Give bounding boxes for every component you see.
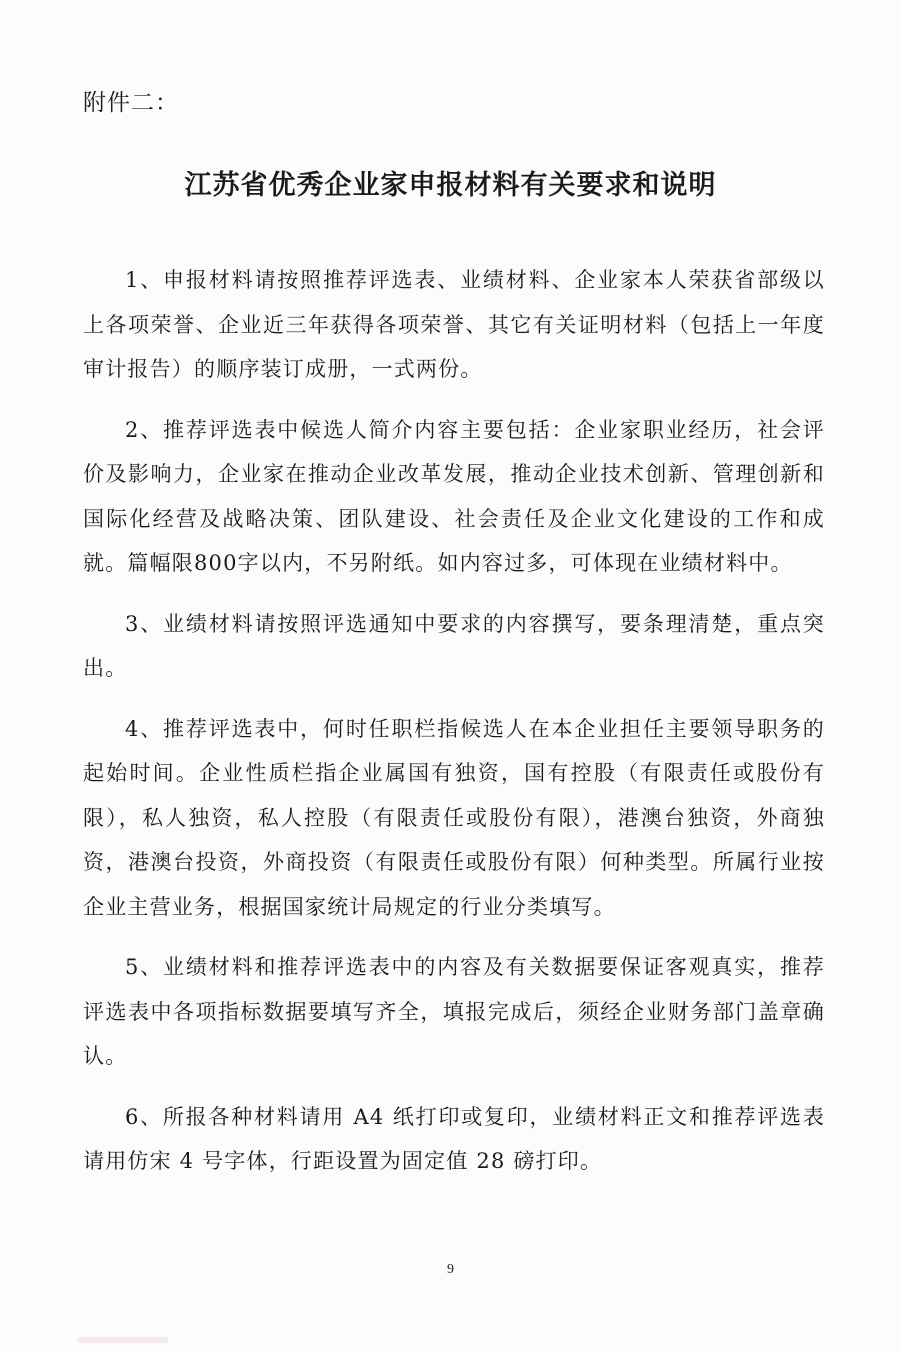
paragraph-5: 5、业绩材料和推荐评选表中的内容及有关数据要保证客观真实，推荐评选表中各项指标数据要填写齐全，填报完成后，须经企业财务部门盖章确认。 [83,955,825,1068]
document-title: 江苏省优秀企业家申报材料有关要求和说明 [184,170,717,201]
paragraph-1: 1、申报材料请按照推荐评选表、业绩材料、企业家本人荣获省部级以上各项荣誉、企业近三年获得各项荣誉、其它有关证明材料（包括上一年度审计报告）的顺序装订成册，一式两份。 [83,268,825,381]
paragraph-4: 4、推荐评选表中，何时任职栏指候选人在本企业担任主要领导职务的起始时间。企业性质栏指企业属国有独资，国有控股（有限责任或股份有限），私人独资，私人控股（有限责任或股份有限），港澳台独资，外商独资，港澳台投资，外商投资（有限责任或股份有限）何种类型。所属行业按企业主营业务，根据国家统计局规定的行业分类填写。 [83,716,825,919]
scan-edge-mark [78,1337,168,1343]
page-number: 9 [447,1262,454,1277]
paragraph-3: 3、业绩材料请按照评选通知中要求的内容撰写，要条理清楚，重点突出。 [83,611,825,680]
attachment-label: 附件二： [83,90,179,116]
document-body [83,258,825,1200]
paragraph-6: 6、所报各种材料请用 A4 纸打印或复印，业绩材料正文和推荐评选表请用仿宋 4 号字体，行距设置为固定值 28 磅打印。 [83,1104,825,1173]
paragraph-2: 2、推荐评选表中候选人简介内容主要包括：企业家职业经历，社会评价及影响力，企业家在推动企业改革发展，推动企业技术创新、管理创新和国际化经营及战略决策、团队建设、社会责任及企业文化建设的工作和成就。篇幅限800字以内，不另附纸。如内容过多，可体现在业绩材料中。 [83,417,825,575]
